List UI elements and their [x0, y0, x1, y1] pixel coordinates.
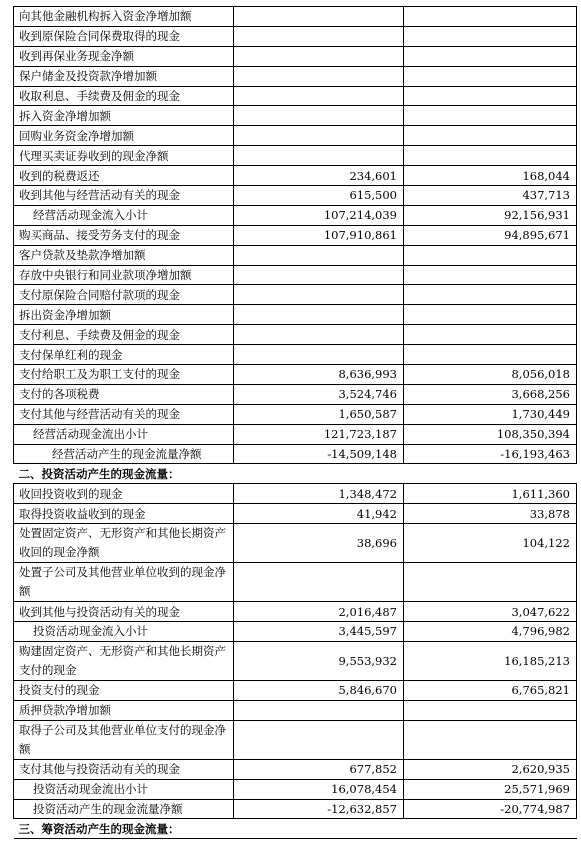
table-row	[14, 305, 577, 325]
table-row	[14, 265, 577, 285]
prior-period-value	[404, 345, 577, 365]
prior-period-value: 4,796,982	[404, 622, 577, 642]
table-row	[14, 404, 577, 424]
prior-period-value: 8,056,018	[404, 365, 577, 385]
prior-period-value	[404, 46, 577, 66]
row-label: 投资支付的现金	[14, 680, 234, 700]
row-label: 支付给职工及为职工支付的现金	[14, 365, 234, 385]
row-label: 回购业务资金净增加额	[14, 126, 234, 146]
prior-period-value: 437,713	[404, 186, 577, 206]
current-period-value: 3,524,746	[234, 384, 404, 404]
row-label: 向其他金融机构拆入资金净增加额	[14, 7, 234, 27]
table-row	[14, 779, 577, 799]
prior-period-value: 16,185,213	[404, 641, 577, 680]
row-label: 取得子公司及其他营业单位支付的现金净额	[14, 720, 234, 759]
row-label: 拆出资金净增加额	[14, 305, 234, 325]
row-label: 投资活动产生的现金流量净额	[14, 799, 234, 819]
prior-period-value	[404, 7, 577, 27]
table-row	[14, 641, 577, 680]
prior-period-value	[404, 563, 577, 602]
row-label: 处置子公司及其他营业单位收到的现金净额	[14, 563, 234, 602]
row-label: 购买商品、接受劳务支付的现金	[14, 225, 234, 245]
row-label: 处置固定资产、无形资产和其他长期资产收回的现金净额	[14, 524, 234, 563]
row-label: 客户贷款及垫款净增加额	[14, 245, 234, 265]
row-label: 经营活动现金流入小计	[14, 205, 234, 225]
current-period-value: 107,910,861	[234, 225, 404, 245]
prior-period-value: 33,878	[404, 504, 577, 524]
table-row	[14, 384, 577, 404]
prior-period-value: 1,611,360	[404, 484, 577, 504]
current-period-value: 9,553,932	[234, 641, 404, 680]
prior-period-value	[404, 700, 577, 720]
current-period-value	[234, 305, 404, 325]
table-row	[14, 66, 577, 86]
current-period-value	[234, 245, 404, 265]
prior-period-value	[404, 325, 577, 345]
table-row	[14, 126, 577, 146]
table-row	[14, 7, 577, 27]
prior-period-value	[404, 106, 577, 126]
table-row	[14, 700, 577, 720]
row-label: 收到其他与经营活动有关的现金	[14, 186, 234, 206]
current-period-value	[234, 26, 404, 46]
prior-period-value	[404, 66, 577, 86]
table-row	[14, 325, 577, 345]
section-title: 二、投资活动产生的现金流量：	[14, 464, 577, 484]
row-label: 投资活动现金流出小计	[14, 779, 234, 799]
table-row	[14, 484, 577, 504]
row-label: 支付原保险合同赔付款项的现金	[14, 285, 234, 305]
row-label: 支付其他与投资活动有关的现金	[14, 759, 234, 779]
current-period-value: 234,601	[234, 166, 404, 186]
row-label: 拆入资金净增加额	[14, 106, 234, 126]
table-row	[14, 166, 577, 186]
prior-period-value	[404, 126, 577, 146]
row-label: 取得投资收益收到的现金	[14, 504, 234, 524]
table-row	[14, 46, 577, 66]
current-period-value: 3,445,597	[234, 622, 404, 642]
current-period-value	[234, 86, 404, 106]
current-period-value	[234, 325, 404, 345]
table-row	[14, 622, 577, 642]
current-period-value: 107,214,039	[234, 205, 404, 225]
prior-period-value	[404, 720, 577, 759]
current-period-value: 677,852	[234, 759, 404, 779]
current-period-value	[234, 265, 404, 285]
table-row	[14, 86, 577, 106]
current-period-value: 121,723,187	[234, 424, 404, 444]
current-period-value	[234, 720, 404, 759]
prior-period-value	[404, 285, 577, 305]
current-period-value	[234, 126, 404, 146]
table-row	[14, 205, 577, 225]
row-label: 收到原保险合同保费取得的现金	[14, 26, 234, 46]
current-period-value	[234, 345, 404, 365]
prior-period-value: -16,193,463	[404, 444, 577, 464]
prior-period-value	[404, 26, 577, 46]
prior-period-value: -20,774,987	[404, 799, 577, 819]
cash-flow-table	[13, 6, 577, 839]
section-title: 三、筹资活动产生的现金流量：	[14, 819, 577, 839]
current-period-value	[234, 106, 404, 126]
current-period-value	[234, 66, 404, 86]
table-row	[14, 563, 577, 602]
row-label: 购建固定资产、无形资产和其他长期资产支付的现金	[14, 641, 234, 680]
prior-period-value: 3,047,622	[404, 602, 577, 622]
row-label: 存放中央银行和同业款项净增加额	[14, 265, 234, 285]
prior-period-value: 104,122	[404, 524, 577, 563]
current-period-value	[234, 146, 404, 166]
table-row	[14, 759, 577, 779]
row-label: 收回投资收到的现金	[14, 484, 234, 504]
prior-period-value	[404, 86, 577, 106]
table-row	[14, 146, 577, 166]
row-label: 经营活动产生的现金流量净额	[14, 444, 234, 464]
current-period-value: 8,636,993	[234, 365, 404, 385]
table-row	[14, 799, 577, 819]
current-period-value: 1,650,587	[234, 404, 404, 424]
table-row	[14, 26, 577, 46]
table-row	[14, 106, 577, 126]
current-period-value: 1,348,472	[234, 484, 404, 504]
current-period-value: 41,942	[234, 504, 404, 524]
prior-period-value: 94,895,671	[404, 225, 577, 245]
prior-period-value: 3,668,256	[404, 384, 577, 404]
row-label: 支付保单红利的现金	[14, 345, 234, 365]
row-label: 经营活动现金流出小计	[14, 424, 234, 444]
table-row	[14, 524, 577, 563]
current-period-value: -12,632,857	[234, 799, 404, 819]
row-label: 支付的各项税费	[14, 384, 234, 404]
current-period-value: 615,500	[234, 186, 404, 206]
row-label: 代理买卖证券收到的现金净额	[14, 146, 234, 166]
prior-period-value: 25,571,969	[404, 779, 577, 799]
current-period-value	[234, 563, 404, 602]
current-period-value: 2,016,487	[234, 602, 404, 622]
row-label: 收到再保业务现金净额	[14, 46, 234, 66]
prior-period-value	[404, 245, 577, 265]
current-period-value: -14,509,148	[234, 444, 404, 464]
section-header-row	[14, 819, 577, 839]
table-row	[14, 720, 577, 759]
table-row	[14, 285, 577, 305]
table-row	[14, 504, 577, 524]
table-row	[14, 345, 577, 365]
current-period-value	[234, 46, 404, 66]
prior-period-value: 6,765,821	[404, 680, 577, 700]
current-period-value	[234, 7, 404, 27]
prior-period-value: 1,730,449	[404, 404, 577, 424]
current-period-value	[234, 285, 404, 305]
prior-period-value	[404, 146, 577, 166]
row-label: 投资活动现金流入小计	[14, 622, 234, 642]
table-row	[14, 444, 577, 464]
row-label: 质押贷款净增加额	[14, 700, 234, 720]
table-row	[14, 424, 577, 444]
prior-period-value	[404, 305, 577, 325]
section-header-row	[14, 464, 577, 484]
row-label: 保户储金及投资款净增加额	[14, 66, 234, 86]
table-row	[14, 245, 577, 265]
table-row	[14, 602, 577, 622]
prior-period-value: 92,156,931	[404, 205, 577, 225]
row-label: 支付利息、手续费及佣金的现金	[14, 325, 234, 345]
table-row	[14, 186, 577, 206]
prior-period-value: 108,350,394	[404, 424, 577, 444]
table-row	[14, 680, 577, 700]
table-row	[14, 225, 577, 245]
cash-flow-rows	[14, 7, 577, 839]
row-label: 收取利息、手续费及佣金的现金	[14, 86, 234, 106]
prior-period-value	[404, 265, 577, 285]
prior-period-value: 168,044	[404, 166, 577, 186]
current-period-value: 16,078,454	[234, 779, 404, 799]
row-label: 收到其他与投资活动有关的现金	[14, 602, 234, 622]
row-label: 支付其他与经营活动有关的现金	[14, 404, 234, 424]
row-label: 收到的税费返还	[14, 166, 234, 186]
current-period-value	[234, 700, 404, 720]
table-row	[14, 365, 577, 385]
current-period-value: 38,696	[234, 524, 404, 563]
current-period-value: 5,846,670	[234, 680, 404, 700]
prior-period-value: 2,620,935	[404, 759, 577, 779]
